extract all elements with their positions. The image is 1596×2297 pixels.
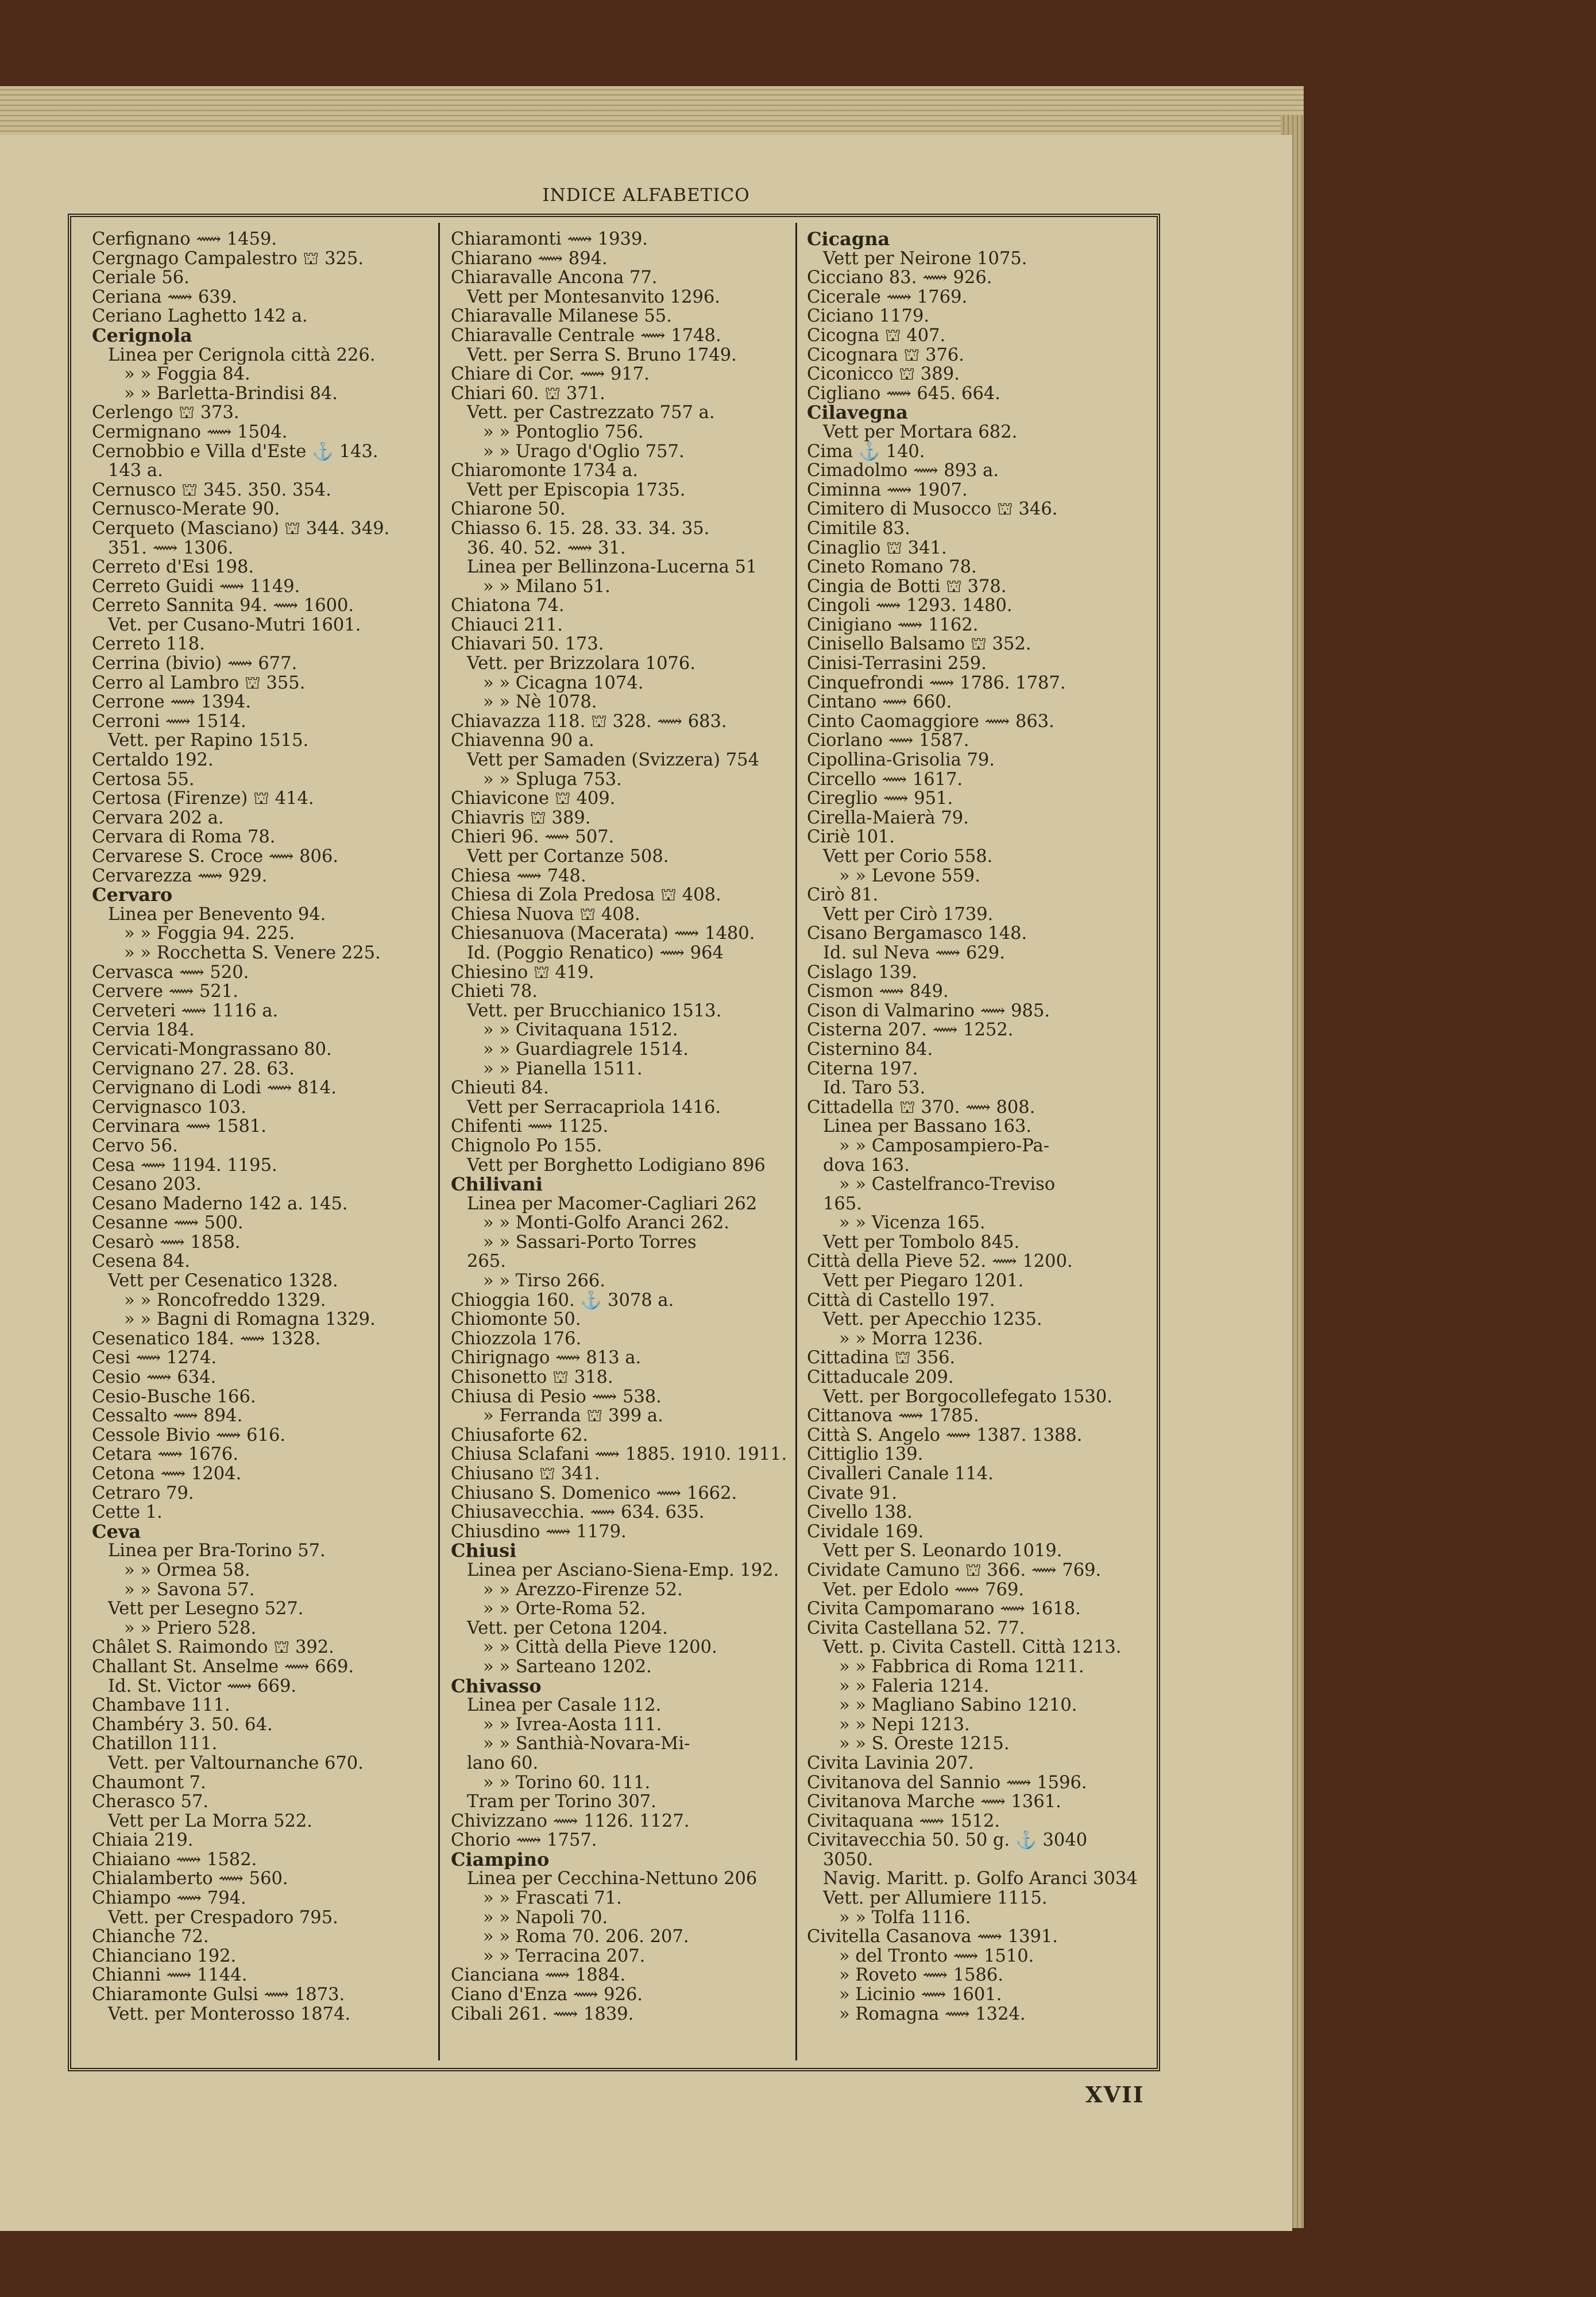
index-entry: » » S. Oreste 1215. xyxy=(839,1734,1010,1754)
index-entry: Civitaquana ⟿ 1512. xyxy=(807,1811,1000,1831)
index-entry: Cermignano ⟿ 1504. xyxy=(92,422,288,442)
index-entry: » » Priero 528. xyxy=(124,1618,257,1638)
index-entry: Cineto Romano 78. xyxy=(807,558,977,577)
index-entry: Vett per Samaden (Svizzera) 754 xyxy=(467,751,759,770)
index-entry: Chieri 96. ⟿ 507. xyxy=(451,827,615,847)
index-entry: Cerroni ⟿ 1514. xyxy=(92,711,246,732)
index-entry: Ceriale 56. xyxy=(92,268,190,288)
index-entry: » » Foggia 84. xyxy=(124,365,250,384)
index-entry: Cervarese S. Croce ⟿ 806. xyxy=(92,847,339,867)
index-entry: Tram per Torino 307. xyxy=(467,1792,656,1812)
index-entry: Chiesa ⟿ 748. xyxy=(451,866,586,886)
index-entry: » » Nè 1078. xyxy=(483,693,597,712)
index-entry: Vett per Neirone 1075. xyxy=(823,249,1027,269)
index-entry: Cerreto 118. xyxy=(92,635,205,655)
index-entry: Civitavecchia 50. 50 g. ⚓ 3040 xyxy=(807,1831,1088,1850)
index-entry: Ciciano 1179. xyxy=(807,307,930,326)
index-entry: 265. xyxy=(467,1252,506,1272)
index-entry: Cervara di Roma 78. xyxy=(92,827,276,847)
index-heading: Cicagna xyxy=(807,230,890,249)
index-entry: Vet. per Edolo ⟿ 769. xyxy=(823,1580,1025,1600)
index-entry: Vett. per Crespadoro 795. xyxy=(108,1908,338,1928)
index-entry: Chiaramonti ⟿ 1939. xyxy=(451,230,648,249)
index-entry: Challant St. Anselme ⟿ 669. xyxy=(92,1657,354,1677)
index-entry: Cesano Maderno 142 a. 145. xyxy=(92,1194,348,1214)
index-entry: » » Levone 559. xyxy=(839,866,980,886)
index-entry: Cireglio ⟿ 951. xyxy=(807,789,953,809)
index-entry: Civello 138. xyxy=(807,1503,913,1522)
index-entry: Cervia 184. xyxy=(92,1020,195,1040)
index-entry: Cintano ⟿ 660. xyxy=(807,693,952,712)
index-entry: » » Tolfa 1116. xyxy=(839,1908,971,1928)
index-entry: Ceriano Laghetto 142 a. xyxy=(92,307,308,326)
index-entry: Chiarano ⟿ 894. xyxy=(451,249,608,269)
index-entry: Chifenti ⟿ 1125. xyxy=(451,1117,609,1136)
index-entry: Cisano Bergamasco 148. xyxy=(807,924,1027,943)
index-entry: Vett. per Brizzolara 1076. xyxy=(467,654,695,674)
index-entry: Chambéry 3. 50. 64. xyxy=(92,1715,273,1735)
index-entry: Vett per Montesanvito 1296. xyxy=(467,287,720,307)
book-top-edge xyxy=(0,86,1304,138)
index-entry: Chiusavecchia. ⟿ 634. 635. xyxy=(451,1503,705,1522)
index-entry: » Roveto ⟿ 1586. xyxy=(839,1966,1004,1986)
index-heading: Ceva xyxy=(92,1522,141,1542)
index-entry: Cirò 81. xyxy=(807,885,879,905)
index-entry: » » Nepi 1213. xyxy=(839,1715,970,1735)
index-entry: Cimitero di Musocco ⛫ 346. xyxy=(807,500,1058,519)
index-entry: Id. Taro 53. xyxy=(823,1078,926,1098)
index-entry: » » Castelfranco-Treviso xyxy=(839,1175,1056,1194)
index-entry: Cesarò ⟿ 1858. xyxy=(92,1232,241,1252)
index-entry: » » Magliano Sabino 1210. xyxy=(839,1696,1077,1715)
index-entry: » Ferranda ⛫ 399 a. xyxy=(483,1406,663,1426)
index-entry: Ciano d'Enza ⟿ 926. xyxy=(451,1985,643,2005)
index-entry: Navig. Maritt. p. Golfo Aranci 3034 xyxy=(823,1869,1138,1889)
index-entry: Cirella-Maierà 79. xyxy=(807,808,969,828)
index-heading: Cilavegna xyxy=(807,403,908,423)
index-entry: Vett per S. Leonardo 1019. xyxy=(823,1541,1062,1561)
index-heading: Chiusi xyxy=(451,1541,517,1561)
index-entry: Cerqueto (Masciano) ⛫ 344. 349. xyxy=(92,519,390,539)
index-entry: Chiavenna 90 a. xyxy=(451,731,594,751)
index-entry: » » Guardiagrele 1514. xyxy=(483,1039,689,1059)
index-entry: Cicerale ⟿ 1769. xyxy=(807,287,968,307)
index-entry: » » Santhià-Novara-Mi- xyxy=(483,1734,690,1754)
index-entry: Certosa (Firenze) ⛫ 414. xyxy=(92,789,314,809)
index-entry: Chiavazza 118. ⛫ 328. ⟿ 683. xyxy=(451,711,727,732)
index-entry: Civita Lavinia 207. xyxy=(807,1753,974,1773)
index-entry: Cessole Bivio ⟿ 616. xyxy=(92,1425,286,1445)
index-entry: » » Bagni di Romagna 1329. xyxy=(124,1310,376,1329)
index-entry: » » Urago d'Oglio 757. xyxy=(483,442,685,462)
index-entry: Chiesa di Zola Predosa ⛫ 408. xyxy=(451,885,721,905)
index-entry: Chiusa Sclafani ⟿ 1885. 1910. 1911. xyxy=(451,1445,787,1464)
index-entry: Cernusco-Merate 90. xyxy=(92,500,280,519)
index-entry: Vett per Cesenatico 1328. xyxy=(108,1271,338,1291)
index-entry: Vett per Lesegno 527. xyxy=(108,1599,304,1619)
index-entry: Ciorlano ⟿ 1587. xyxy=(807,731,969,751)
index-entry: Cisternino 84. xyxy=(807,1039,933,1059)
index-entry: Chianni ⟿ 1144. xyxy=(92,1966,248,1986)
index-entry: » del Tronto ⟿ 1510. xyxy=(839,1946,1034,1966)
index-entry: Cittadella ⛫ 370. ⟿ 808. xyxy=(807,1097,1035,1117)
index-entry: » » Rocchetta S. Venere 225. xyxy=(124,943,381,963)
index-entry: Linea per Bellinzona-Lucerna 51 xyxy=(467,558,758,577)
index-entry: » » Savona 57. xyxy=(124,1580,255,1600)
index-entry: Vett. per Serra S. Bruno 1749. xyxy=(467,345,737,365)
index-entry: » » Civitaquana 1512. xyxy=(483,1020,678,1040)
index-entry: Vett. per Cetona 1204. xyxy=(467,1618,668,1638)
index-entry: » » Camposampiero-Pa- xyxy=(839,1136,1050,1156)
index-entry: » » Napoli 70. xyxy=(483,1908,608,1928)
index-entry: Ciconicco ⛫ 389. xyxy=(807,365,960,384)
index-entry: 143 a. xyxy=(108,461,163,481)
index-entry: Cinto Caomaggiore ⟿ 863. xyxy=(807,711,1054,732)
index-entry: Cerlengo ⛫ 373. xyxy=(92,403,239,423)
index-entry: Civita Castellana 52. 77. xyxy=(807,1618,1025,1638)
index-entry: Chiaramonte Gulsi ⟿ 1873. xyxy=(92,1985,345,2005)
index-entry: Linea per Benevento 94. xyxy=(108,904,326,925)
index-entry: Vett per La Morra 522. xyxy=(108,1811,313,1831)
index-entry: Id. sul Neva ⟿ 629. xyxy=(823,943,1005,963)
index-entry: Chivizzano ⟿ 1126. 1127. xyxy=(451,1811,690,1831)
index-entry: 351. ⟿ 1306. xyxy=(108,538,234,558)
index-entry: Cison di Valmarino ⟿ 985. xyxy=(807,1001,1050,1021)
index-entry: Chiaiano ⟿ 1582. xyxy=(92,1850,257,1870)
index-entry: Chiaravalle Centrale ⟿ 1748. xyxy=(451,326,721,346)
index-entry: » Romagna ⟿ 1324. xyxy=(839,2004,1026,2024)
index-entry: Cerreto Sannita 94. ⟿ 1600. xyxy=(92,596,354,616)
index-entry: » » Vicenza 165. xyxy=(839,1213,986,1233)
index-entry: » » Morra 1236. xyxy=(839,1329,983,1349)
index-entry: 3050. xyxy=(823,1850,874,1870)
index-entry: Chignolo Po 155. xyxy=(451,1136,602,1156)
index-entry: Cittadina ⛫ 356. xyxy=(807,1348,956,1368)
index-entry: Cibali 261. ⟿ 1839. xyxy=(451,2004,634,2024)
index-entry: Cervere ⟿ 521. xyxy=(92,982,238,1001)
index-heading: Chilivani xyxy=(451,1175,543,1194)
index-entry: Cittiglio 139. xyxy=(807,1445,923,1464)
index-entry: Ciminna ⟿ 1907. xyxy=(807,480,968,500)
index-entry: Vett per Cirò 1739. xyxy=(823,904,994,925)
index-entry: Chiavicone ⛫ 409. xyxy=(451,789,616,809)
index-entry: Chiatona 74. xyxy=(451,596,565,616)
index-entry: » » Città della Pieve 1200. xyxy=(483,1638,717,1657)
index-entry: Cervara 202 a. xyxy=(92,808,224,828)
index-entry: Cesi ⟿ 1274. xyxy=(92,1348,217,1368)
index-entry: Città di Castello 197. xyxy=(807,1290,995,1310)
index-entry: 165. xyxy=(823,1194,862,1214)
index-entry: » » Barletta-Brindisi 84. xyxy=(124,384,338,404)
index-entry: Cicognara ⛫ 376. xyxy=(807,345,964,365)
index-entry: Civitella Casanova ⟿ 1391. xyxy=(807,1927,1058,1947)
index-heading: Ciampino xyxy=(451,1850,550,1870)
page-number: XVII xyxy=(1085,2082,1145,2107)
index-entry: Cimadolmo ⟿ 893 a. xyxy=(807,461,999,481)
index-entry: Chiesanuova (Macerata) ⟿ 1480. xyxy=(451,924,755,943)
index-entry: lano 60. xyxy=(467,1753,539,1773)
index-entry: Cervinara ⟿ 1581. xyxy=(92,1117,266,1136)
index-entry: Linea per Cecchina-Nettuno 206 xyxy=(467,1869,758,1889)
index-entry: Cervasca ⟿ 520. xyxy=(92,962,249,983)
index-entry: Chiavris ⛫ 389. xyxy=(451,808,591,828)
index-heading: Cervaro xyxy=(92,885,173,905)
index-entry: Cittaducale 209. xyxy=(807,1368,954,1387)
index-entry: Chiesa Nuova ⛫ 408. xyxy=(451,904,640,925)
index-entry: Chialamberto ⟿ 560. xyxy=(92,1869,288,1889)
index-entry: Cicciano 83. ⟿ 926. xyxy=(807,268,992,288)
index-entry: Città S. Angelo ⟿ 1387. 1388. xyxy=(807,1425,1083,1445)
index-entry: Vett per Serracapriola 1416. xyxy=(467,1097,721,1117)
index-column-3 xyxy=(807,230,1151,2024)
index-entry: Cerrina (bivio) ⟿ 677. xyxy=(92,654,297,674)
index-entry: Linea per Bra-Torino 57. xyxy=(108,1541,326,1561)
index-entry: Chorio ⟿ 1757. xyxy=(451,1831,597,1850)
index-entry: Cislago 139. xyxy=(807,962,918,983)
index-entry: Circello ⟿ 1617. xyxy=(807,769,963,790)
index-entry: Chiaravalle Milanese 55. xyxy=(451,307,672,326)
index-entry: Chiaravalle Ancona 77. xyxy=(451,268,658,288)
index-entry: Chiomonte 50. xyxy=(451,1310,581,1329)
index-entry: Cittanova ⟿ 1785. xyxy=(807,1406,979,1426)
index-entry: Cima ⚓ 140. xyxy=(807,442,925,462)
index-entry: Certaldo 192. xyxy=(92,751,214,770)
index-entry: Cigliano ⟿ 645. 664. xyxy=(807,384,1000,404)
index-column-2 xyxy=(451,230,795,2024)
index-entry: Cervo 56. xyxy=(92,1136,178,1156)
index-entry: Cerfignano ⟿ 1459. xyxy=(92,230,277,249)
index-entry: Cerro al Lambro ⛫ 355. xyxy=(92,673,306,693)
index-entry: » Licinio ⟿ 1601. xyxy=(839,1985,1002,2005)
index-entry: Chiaromonte 1734 a. xyxy=(451,461,638,481)
index-entry: » » Ormea 58. xyxy=(124,1560,250,1580)
index-entry: Cetraro 79. xyxy=(92,1483,194,1503)
index-entry: Cesenatico 184. ⟿ 1328. xyxy=(92,1329,321,1349)
index-entry: Vett. per Brucchianico 1513. xyxy=(467,1001,722,1021)
running-head: INDICE ALFABETICO xyxy=(542,185,750,206)
index-entry: Cessalto ⟿ 894. xyxy=(92,1406,243,1426)
index-entry: Cerrone ⟿ 1394. xyxy=(92,693,252,712)
index-entry: Cerreto d'Esi 198. xyxy=(92,558,254,577)
index-entry: Cinquefrondi ⟿ 1786. 1787. xyxy=(807,673,1066,693)
index-entry: Chiusano S. Domenico ⟿ 1662. xyxy=(451,1483,737,1503)
index-entry: Vett. per Monterosso 1874. xyxy=(108,2004,351,2024)
index-entry: Cesanne ⟿ 500. xyxy=(92,1213,244,1233)
index-entry: Cette 1. xyxy=(92,1503,163,1522)
index-entry: » » Foggia 94. 225. xyxy=(124,924,295,943)
index-entry: Chiusaforte 62. xyxy=(451,1425,588,1445)
index-entry: Chiari 60. ⛫ 371. xyxy=(451,384,605,404)
index-entry: Chiavari 50. 173. xyxy=(451,635,604,655)
index-entry: Chiare di Cor. ⟿ 917. xyxy=(451,365,650,384)
index-entry: Vett per Cortanze 508. xyxy=(467,847,669,867)
index-entry: » » Torino 60. 111. xyxy=(483,1773,651,1793)
index-entry: » » Ivrea-Aosta 111. xyxy=(483,1715,662,1735)
index-entry: Certosa 55. xyxy=(92,769,195,790)
index-entry: Cinisi-Terrasini 259. xyxy=(807,654,987,674)
index-entry: Civita Campomarano ⟿ 1618. xyxy=(807,1599,1081,1619)
index-entry: Cinigiano ⟿ 1162. xyxy=(807,615,979,635)
index-entry: Cerveteri ⟿ 1116 a. xyxy=(92,1001,279,1021)
index-entry: Cesio ⟿ 634. xyxy=(92,1368,217,1387)
index-entry: Cipollina-Grisolia 79. xyxy=(807,751,995,770)
index-entry: Chiusa di Pesio ⟿ 538. xyxy=(451,1387,662,1407)
index-entry: Linea per Asciano-Siena-Emp. 192. xyxy=(467,1560,779,1580)
column-rule xyxy=(438,223,440,2060)
index-entry: » » Frascati 71. xyxy=(483,1889,622,1908)
index-entry: Chieuti 84. xyxy=(451,1078,549,1098)
index-entry: Cinaglio ⛫ 341. xyxy=(807,538,947,558)
index-entry: Cergnago Campalestro ⛫ 325. xyxy=(92,249,364,269)
index-entry: Chianche 72. xyxy=(92,1927,209,1947)
index-entry: Vet. per Cusano-Mutri 1601. xyxy=(108,615,361,635)
index-entry: » » Roma 70. 206. 207. xyxy=(483,1927,689,1947)
index-entry: Id. (Poggio Renatico) ⟿ 964 xyxy=(467,943,724,963)
index-entry: dova 163. xyxy=(823,1155,910,1175)
index-entry: Chiasso 6. 15. 28. 33. 34. 35. xyxy=(451,519,710,539)
index-column-1 xyxy=(92,230,436,2024)
index-entry: Cervicati-Mongrassano 80. xyxy=(92,1039,332,1059)
index-entry: Vett per Borghetto Lodigiano 896 xyxy=(467,1155,766,1175)
index-entry: Cetara ⟿ 1676. xyxy=(92,1445,239,1464)
index-entry: Linea per Casale 112. xyxy=(467,1696,662,1715)
index-entry: Civalleri Canale 114. xyxy=(807,1464,994,1484)
index-entry: » » Fabbrica di Roma 1211. xyxy=(839,1657,1084,1677)
index-entry: Citerna 197. xyxy=(807,1059,918,1079)
index-entry: Chambave 111. xyxy=(92,1696,230,1715)
index-entry: Cervignano 27. 28. 63. xyxy=(92,1059,295,1079)
index-entry: Linea per Macomer-Cagliari 262 xyxy=(467,1194,758,1214)
index-entry: Civate 91. xyxy=(807,1483,898,1503)
index-entry: Châlet S. Raimondo ⛫ 392. xyxy=(92,1638,334,1657)
index-entry: » » Milano 51. xyxy=(483,577,610,597)
index-entry: Cisterna 207. ⟿ 1252. xyxy=(807,1020,1014,1040)
index-entry: Chianciano 192. xyxy=(92,1946,237,1966)
index-entry: Ciriè 101. xyxy=(807,827,895,847)
index-entry: Cervignasco 103. xyxy=(92,1097,247,1117)
index-entry: Chisonetto ⛫ 318. xyxy=(451,1368,613,1387)
index-entry: » » Sarteano 1202. xyxy=(483,1657,652,1677)
index-entry: Cingia de Botti ⛫ 378. xyxy=(807,577,1007,597)
index-entry: » » Sassari-Porto Torres xyxy=(483,1232,697,1252)
index-entry: Cividate Camuno ⛫ 366. ⟿ 769. xyxy=(807,1560,1102,1580)
index-entry: Civitanova del Sannio ⟿ 1596. xyxy=(807,1773,1087,1793)
index-entry: » » Roncofreddo 1329. xyxy=(124,1290,326,1310)
index-entry: » » Arezzo-Firenze 52. xyxy=(483,1580,683,1600)
index-entry: Città della Pieve 52. ⟿ 1200. xyxy=(807,1252,1073,1272)
index-entry: Chiauci 211. xyxy=(451,615,563,635)
index-entry: Cingoli ⟿ 1293. 1480. xyxy=(807,596,1013,616)
index-entry: Vett. p. Civita Castell. Città 1213. xyxy=(823,1638,1122,1657)
index-entry: Vett per Tombolo 845. xyxy=(823,1232,1020,1252)
index-entry: Cesano 203. xyxy=(92,1175,202,1194)
index-entry: Chirignago ⟿ 813 a. xyxy=(451,1348,642,1368)
column-rule xyxy=(795,223,797,2060)
index-entry: 36. 40. 52. ⟿ 31. xyxy=(467,538,626,558)
index-entry: Chiesino ⛫ 419. xyxy=(451,962,594,983)
index-entry: Cicogna ⛫ 407. xyxy=(807,326,946,346)
index-entry: Vett per Mortara 682. xyxy=(823,422,1018,442)
index-entry: Vett. per Borgocollefegato 1530. xyxy=(823,1387,1112,1407)
index-entry: Vett. per Allumiere 1115. xyxy=(823,1889,1048,1908)
index-entry: Ceriana ⟿ 639. xyxy=(92,287,237,307)
index-entry: Chatillon 111. xyxy=(92,1734,218,1754)
index-entry: Cernobbio e Villa d'Este ⚓ 143. xyxy=(92,442,378,462)
index-entry: Chiozzola 176. xyxy=(451,1329,582,1349)
index-entry: » » Cicagna 1074. xyxy=(483,673,644,693)
index-entry: Vett per Episcopia 1735. xyxy=(467,480,686,500)
index-entry: Civitanova Marche ⟿ 1361. xyxy=(807,1792,1061,1812)
index-entry: » » Terracina 207. xyxy=(483,1946,646,1966)
index-entry: Cismon ⟿ 849. xyxy=(807,982,949,1001)
index-entry: Vett. per Apecchio 1235. xyxy=(823,1310,1042,1329)
index-heading: Cerignola xyxy=(92,326,192,346)
index-entry: » » Spluga 753. xyxy=(483,769,622,790)
index-entry: Chiusdino ⟿ 1179. xyxy=(451,1522,627,1542)
index-entry: Linea per Bassano 163. xyxy=(823,1117,1032,1136)
index-entry: Chieti 78. xyxy=(451,982,538,1001)
index-entry: Linea per Cerignola città 226. xyxy=(108,345,376,365)
index-entry: Cividale 169. xyxy=(807,1522,924,1542)
index-entry: Cerreto Guidi ⟿ 1149. xyxy=(92,577,300,597)
index-entry: Chiarone 50. xyxy=(451,500,566,519)
index-entry: Cherasco 57. xyxy=(92,1792,209,1812)
index-entry: Cesena 84. xyxy=(92,1252,191,1272)
index-entry: Cetona ⟿ 1204. xyxy=(92,1464,242,1484)
index-entry: Cinisello Balsamo ⛫ 352. xyxy=(807,635,1031,655)
index-heading: Chivasso xyxy=(451,1676,542,1696)
index-entry: » » Faleria 1214. xyxy=(839,1676,990,1696)
index-entry: Cervignano di Lodi ⟿ 814. xyxy=(92,1078,337,1098)
index-entry: Vett. per Valtournanche 670. xyxy=(108,1753,364,1773)
index-entry: Id. St. Victor ⟿ 669. xyxy=(108,1676,297,1696)
index-entry: Vett per Piegaro 1201. xyxy=(823,1271,1024,1291)
index-entry: Chiusano ⛫ 341. xyxy=(451,1464,600,1484)
index-entry: Cervarezza ⟿ 929. xyxy=(92,866,268,886)
index-entry: Cernusco ⛫ 345. 350. 354. xyxy=(92,480,331,500)
index-entry: Cimitile 83. xyxy=(807,519,910,539)
index-entry: Vett. per Castrezzato 757 a. xyxy=(467,403,715,423)
index-entry: Cesio-Busche 166. xyxy=(92,1387,256,1407)
index-entry: » » Pianella 1511. xyxy=(483,1059,643,1079)
index-entry: » » Tirso 266. xyxy=(483,1271,606,1291)
index-entry: Cesa ⟿ 1194. 1195. xyxy=(92,1155,277,1175)
index-entry: Chiampo ⟿ 794. xyxy=(92,1889,246,1908)
index-entry: » » Orte-Roma 52. xyxy=(483,1599,646,1619)
index-entry: Vett. per Rapino 1515. xyxy=(108,731,309,751)
index-entry: Chiaia 219. xyxy=(92,1831,194,1850)
index-entry: Chaumont 7. xyxy=(92,1773,206,1793)
index-entry: » » Pontoglio 756. xyxy=(483,422,644,442)
index-entry: Chioggia 160. ⚓ 3078 a. xyxy=(451,1290,674,1310)
index-entry: Cianciana ⟿ 1884. xyxy=(451,1966,626,1986)
index-entry: Vett per Corio 558. xyxy=(823,847,993,867)
index-entry: » » Monti-Golfo Aranci 262. xyxy=(483,1213,729,1233)
